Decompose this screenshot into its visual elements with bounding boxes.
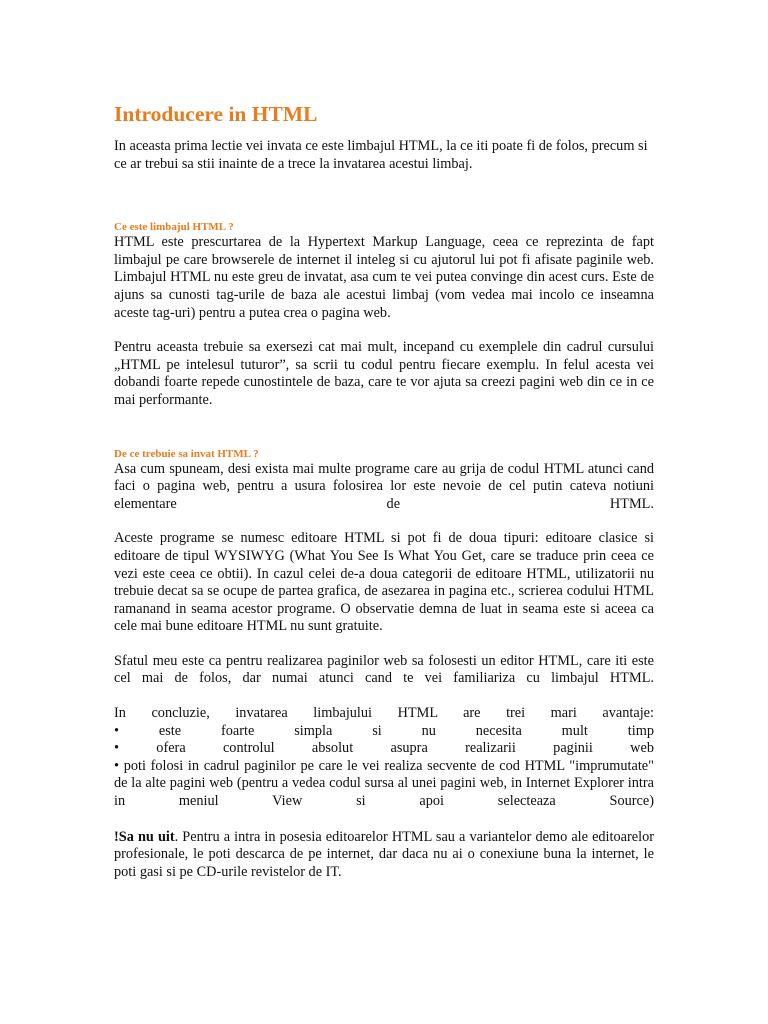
page-title: Introducere in HTML <box>114 102 318 126</box>
section2-paragraph-1: Asa cum spuneam, desi exista mai multe programe care au grija de codul HTML atunci cand faci o pagina web, pentru a usura folosirea lor este nevoie de cel putin cateva notiuni elementare de HTML. <box>114 460 654 512</box>
reminder-note <box>114 829 654 882</box>
reminder-text: . Pentru a intra in posesia editoarelor HTML sau a variantelor demo ale editoarelor profesionale, le poti descarca de pe internet, dar daca nu ai o conexiune buna la internet, le poti gasi si pe CD-urile revistelor de IT. <box>114 828 654 880</box>
advantages-list <box>114 705 654 811</box>
section-heading-why-learn-html: De ce trebuie sa invat HTML ? <box>114 447 259 460</box>
list-item: • poti folosi in cadrul paginilor pe care le vei realiza secvente de cod HTML "imprumutate" de la alte pagini web (pentru a vedea codul sursa al unei pagini web, in Internet Explorer intra in meniul View si apoi selecteaza Source) <box>114 757 654 810</box>
section1-paragraph-2: Pentru aceasta trebuie sa exersezi cat mai mult, incepand cu exemplele din cadrul cursului „HTML pe intelesul tuturor”, sa scrii tu codul pentru fiecare exemplu. In felul acesta vei dobandi foarte repede cunostintele de baza, care te vor ajuta sa creezi pagini web din ce in ce mai performante. <box>114 339 654 408</box>
list-item: • ofera controlul absolut asupra realizarii paginii web <box>114 740 654 757</box>
list-intro: In concluzie, invatarea limbajului HTML are trei mari avantaje: <box>114 705 654 722</box>
intro-paragraph: In aceasta prima lectie vei invata ce este limbajul HTML, la ce iti poate fi de folos, precum si ce ar trebui sa stii inainte de a trece la invatarea acestui limbaj. <box>114 138 648 172</box>
section2-paragraph-3: Sfatul meu este ca pentru realizarea paginilor web sa folosesti un editor HTML, care iti este cel mai de folos, dar numai atunci cand te vei familiariza cu limbajul HTML. <box>114 652 654 687</box>
list-item: • este foarte simpla si nu necesita mult timp <box>114 722 654 739</box>
section2-paragraph-2: Aceste programe se numesc editoare HTML si pot fi de doua tipuri: editoare clasice si editoare de tipul WYSIWYG (What You See Is What You Get, care se traduce prin ceea ce vezi este ceea ce obtii). In cazul celei de-a doua categorii de editoare HTML, utilizatorii nu trebuie decat sa se ocupe de partea grafica, de asezarea in pagina etc., scrierea codului HTML ramanand in seama acestor programe. O observatie demna de luat in seama este si aceea ca cele mai bune editoare HTML nu sunt gratuite. <box>114 530 654 635</box>
reminder-label: !Sa nu uit <box>114 828 175 845</box>
section1-paragraph-1: HTML este prescurtarea de la Hypertext Markup Language, ceea ce reprezinta de fapt limbajul pe care browserele de internet il inteleg si cu ajutorul lui pot fi afisate paginile web. Limbajul HTML nu este greu de invatat, asa cum te vei putea convinge din acest curs. Este de ajuns sa cunosti tag-urile de baza ale acestui limbaj (vom vedea mai incolo ce inseamna aceste tag-uri) pentru a putea crea o pagina web. <box>114 234 654 321</box>
section-heading-what-is-html: Ce este limbajul HTML ? <box>114 221 234 234</box>
